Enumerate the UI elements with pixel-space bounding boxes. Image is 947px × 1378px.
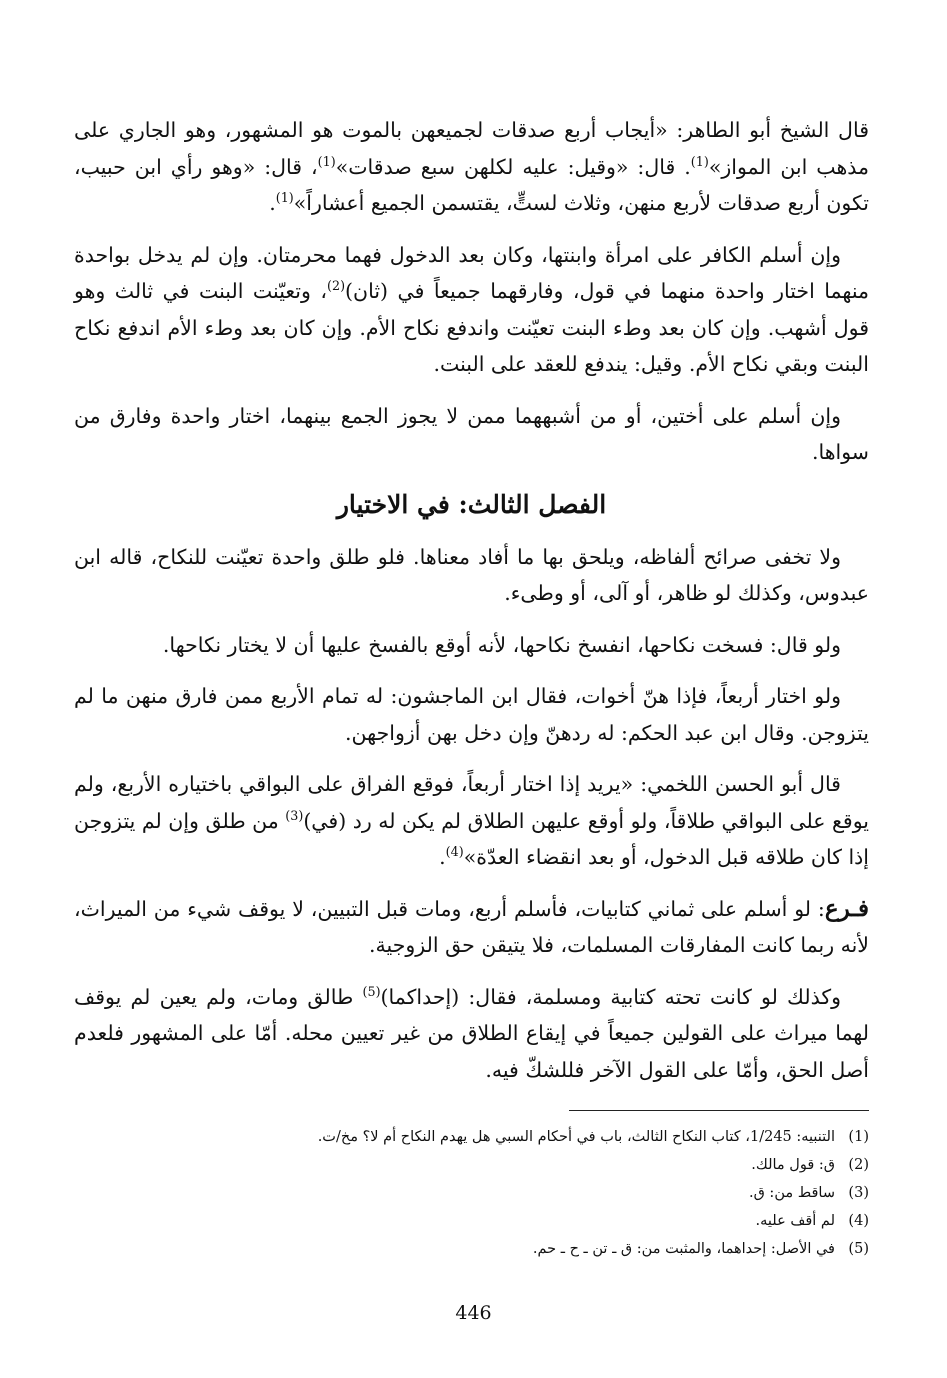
footnote-number: (4) bbox=[848, 1213, 869, 1229]
footnote bbox=[74, 1235, 869, 1263]
footnote-ref: (1) bbox=[690, 153, 709, 169]
paragraph-text: ولو قال: فسخت نكاحها، انفسخ نكاحها، لأنه أوقع بالفسخ عليها أن لا يختار نكاحها. bbox=[162, 632, 841, 657]
paragraph bbox=[74, 627, 869, 664]
paragraph-text: وإن أسلم الكافر على امرأة وابنتها، وكان بعد الدخول فهما محرمتان. وإن لم يدخل بواحدة منهما اختار واحدة منهما في قول، وفارقهما جميعاً في (ثان) bbox=[74, 242, 869, 303]
footnote-number: (3) bbox=[848, 1185, 869, 1201]
footnote bbox=[74, 1123, 869, 1151]
paragraph-text: . bbox=[439, 845, 446, 869]
footnote-ref: (3) bbox=[285, 807, 304, 823]
paragraphs-before-heading bbox=[74, 112, 869, 471]
paragraph-text: ولا تخفى صرائح ألفاظه، ويلحق بها ما أفاد معناها. فلو طلق واحدة تعيّنت للنكاح، قاله ابن عبدوس، وكذلك لو ظاهر، أو آلى، أو وطىء. bbox=[74, 544, 869, 605]
paragraph bbox=[74, 398, 869, 471]
paragraph bbox=[74, 891, 869, 964]
footnote-number: (2) bbox=[848, 1157, 869, 1173]
paragraph-text: من طلق وإن لم يتزوجن إذا كان طلاقه قبل الدخول، أو بعد انقضاء العدّة» bbox=[73, 808, 869, 869]
paragraphs-after-heading bbox=[74, 539, 869, 1089]
footnotes bbox=[74, 1123, 869, 1263]
paragraph bbox=[74, 979, 869, 1089]
paragraph-text: وكذلك لو كانت تحته كتابية ومسلمة، فقال: (إحداكما) bbox=[380, 984, 841, 1009]
footnote-ref: (1) bbox=[317, 153, 336, 169]
page-body bbox=[74, 112, 869, 1103]
footnote bbox=[74, 1207, 869, 1235]
paragraph bbox=[74, 539, 869, 612]
paragraph bbox=[74, 678, 869, 751]
paragraph-text: ولو اختار أربعاً، فإذا هنّ أخوات، فقال ابن الماجشون: له تمام الأربع ممن فارق منهن ما لم يتزوجن. وقال ابن عبد الحكم: له ردهنّ وإن دخل بهن أزواجهن. bbox=[74, 684, 869, 745]
paragraph-text: قال أبو الحسن اللخمي: «يريد إذا اختار أربعاً، فوقع الفراق على البواقي باختياره الأربع، ولم يوقع على البواقي طلاقاً، ولو أوقع عليهن الطلاق لم يكن له رد (في) bbox=[74, 772, 869, 833]
chapter-heading: الفصل الثالث: في الاختيار bbox=[336, 489, 607, 519]
footnote-divider bbox=[569, 1110, 869, 1111]
footnote-text: ساقط من: ق. bbox=[748, 1185, 835, 1201]
footnote-text: ق: قول مالك. bbox=[751, 1157, 835, 1173]
far-label: فـرع bbox=[824, 894, 869, 922]
footnote-number: (1) bbox=[848, 1129, 869, 1145]
paragraph-text: : لو أسلم على ثماني كتابيات، فأسلم أربع، ومات قبل التبيين، لا يوقف شيء من الميراث، لأنه ربما كانت المفارقات المسلمات، فلا يتيقن حق الزوجية. bbox=[74, 896, 869, 957]
paragraph-text: ، قال: «وهو رأي ابن حبيب، تكون أربع صدقات لأربع منهن، وثلاث لستٍّ، يقتسمن الجميع أعشاراً» bbox=[74, 154, 869, 215]
footnote-text: التنبيه: 1/245، كتاب النكاح الثالث، باب في أحكام السبي هل يهدم النكاح أم لا؟ مخ/ت. bbox=[317, 1129, 835, 1145]
footnote-text: لم أقف عليه. bbox=[755, 1213, 835, 1229]
footnote bbox=[74, 1179, 869, 1207]
page-number: 446 bbox=[455, 1302, 492, 1324]
footnote-ref: (1) bbox=[275, 190, 294, 206]
paragraph-text: طالق ومات، ولم يعين لم يوقف لهما ميراث على القولين جميعاً في إيقاع الطلاق من غير تعيين محله. أمّا على المشهور فلعدم أصل الحق، وأمّا على القول الآخر فللشكّ فيه. bbox=[74, 984, 869, 1082]
paragraph-text: قال الشيخ أبو الطاهر: «أيجاب أربع صدقات لجميعهن بالموت هو المشهور، وهو الجاري على مذهب ابن المواز» bbox=[74, 118, 869, 179]
paragraph-text: ، وتعيّنت البنت في ثالث وهو قول أشهب. وإن كان بعد وطء البنت تعيّنت واندفع نكاح الأم. وإن كان بعد وطء الأم اندفع نكاح البنت وبقي نكاح الأم. وقيل: يندفع للعقد على البنت. bbox=[74, 279, 869, 376]
paragraph-text: . قال: «وقيل: عليه لكلهن سبع صدقات» bbox=[335, 154, 691, 179]
paragraph bbox=[74, 766, 869, 876]
footnote-number: (5) bbox=[848, 1241, 869, 1257]
paragraph bbox=[74, 237, 869, 383]
paragraph-text: وإن أسلم على أختين، أو من أشبههما ممن لا يجوز الجمع بينهما، اختار واحدة وفارق من سواها. bbox=[74, 403, 869, 464]
paragraph bbox=[74, 112, 869, 222]
paragraph-text: . bbox=[269, 191, 276, 215]
footnote bbox=[74, 1151, 869, 1179]
footnote-ref: (5) bbox=[362, 983, 381, 999]
footnote-ref: (2) bbox=[327, 278, 346, 294]
footnote-ref: (4) bbox=[445, 844, 464, 860]
footnote-text: في الأصل: إحداهما، والمثبت من: ق ـ تن ـ ح ـ حم. bbox=[532, 1241, 835, 1257]
